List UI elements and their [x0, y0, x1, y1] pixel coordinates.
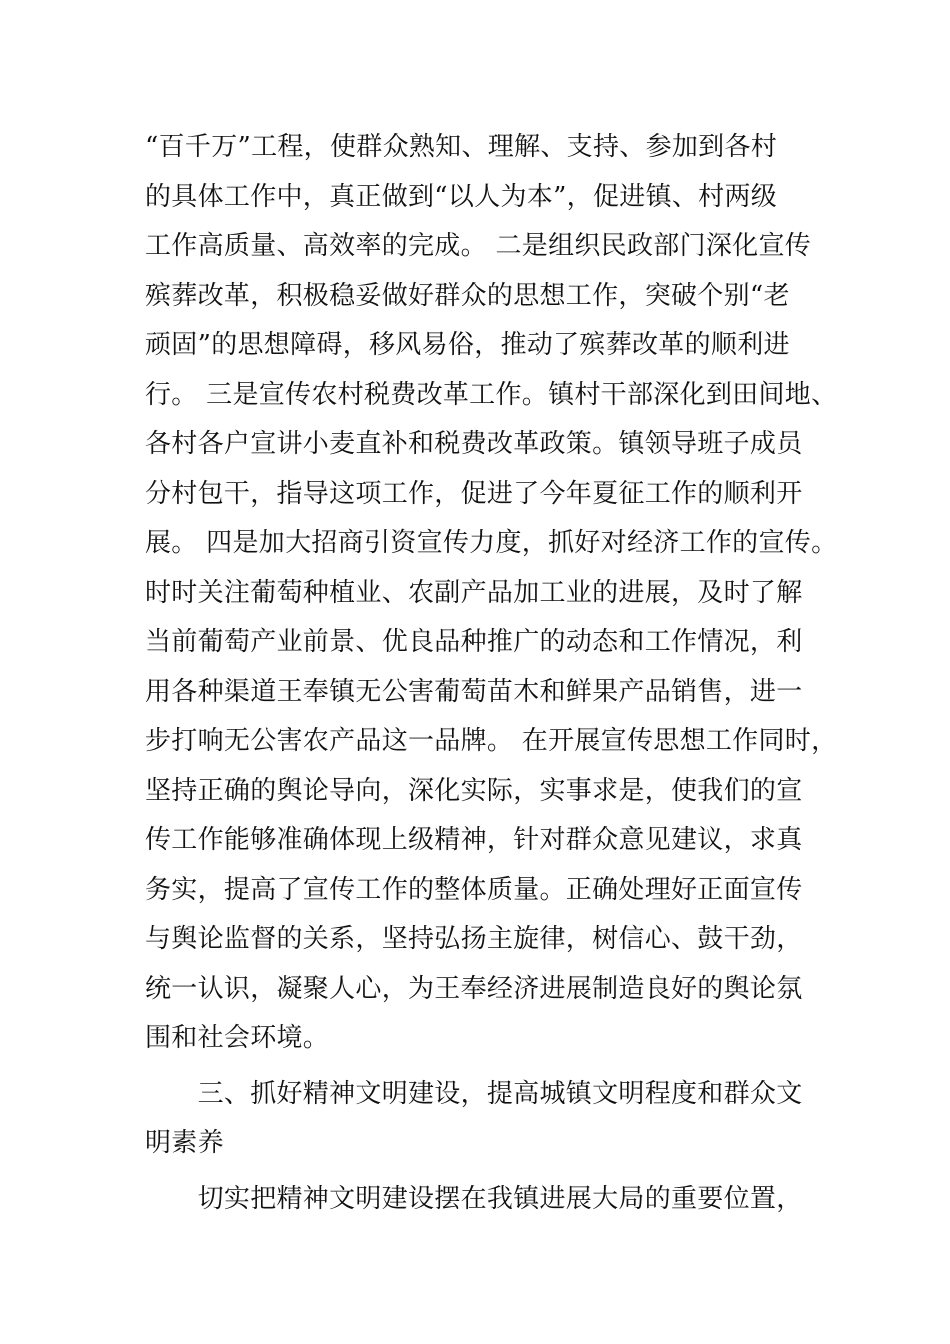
text-line: 当前葡萄产业前景、优良品种推广的动态和工作情况，利 [145, 627, 803, 657]
text-line: 用各种渠道王奉镇无公害葡萄苗木和鲜果产品销售，进一 [145, 676, 803, 707]
text-line: 工作高质量、高效率的完成。 二是组织民政部门深化宣传 [145, 231, 812, 261]
text-line: 统一认识，凝聚人心，为王奉经济进展制造良好的舆论氛 [145, 973, 803, 1004]
text-line: 殡葬改革，积极稳妥做好群众的思想工作，突破个别“老 [145, 280, 790, 311]
text-line: 展。 四是加大招商引资宣传力度，抓好对经济工作的宣传。 [145, 528, 838, 558]
text-line: 步打响无公害农产品这一品牌。 在开展宣传思想工作同时， [145, 726, 838, 756]
text-line: 顽固”的思想障碍，移风易俗，推动了殡葬改革的顺利进 [145, 330, 790, 360]
text-line: 时时关注葡萄种植业、农副产品加工业的进展，及时了解 [145, 577, 803, 608]
text-line: 分村包干，指导这项工作，促进了今年夏征工作的顺利开 [145, 478, 803, 509]
text-line: 与舆论监督的关系，坚持弘扬主旋律，树信心、鼓干劲， [145, 924, 803, 954]
text-line: 围和社会环境。 [145, 1023, 330, 1053]
text-line: 行。 三是宣传农村税费改革工作。镇村干部深化到田间地、 [145, 379, 838, 410]
text-line: 坚持正确的舆论导向，深化实际，实事求是，使我们的宣 [145, 775, 803, 806]
text-line: 传工作能够准确体现上级精神，针对群众意见建议，求真 [145, 825, 803, 855]
text-line: 的具体工作中，真正做到“以人为本”，促进镇、村两级 [145, 181, 778, 212]
text-line: 切实把精神文明建设摆在我镇进展大局的重要位置， [145, 1183, 803, 1214]
text-line: 各村各户宣讲小麦直补和税费改革政策。镇领导班子成员 [145, 429, 803, 459]
text-line: “百千万”工程，使群众熟知、理解、支持、参加到各村 [145, 132, 778, 162]
text-line: 务实，提高了宣传工作的整体质量。正确处理好正面宣传 [145, 874, 803, 905]
body-text [145, 123, 838, 1224]
section-heading-line: 明素养 [145, 1128, 224, 1158]
section-heading-line: 三、抓好精神文明建设，提高城镇文明程度和群众文 [145, 1078, 803, 1109]
